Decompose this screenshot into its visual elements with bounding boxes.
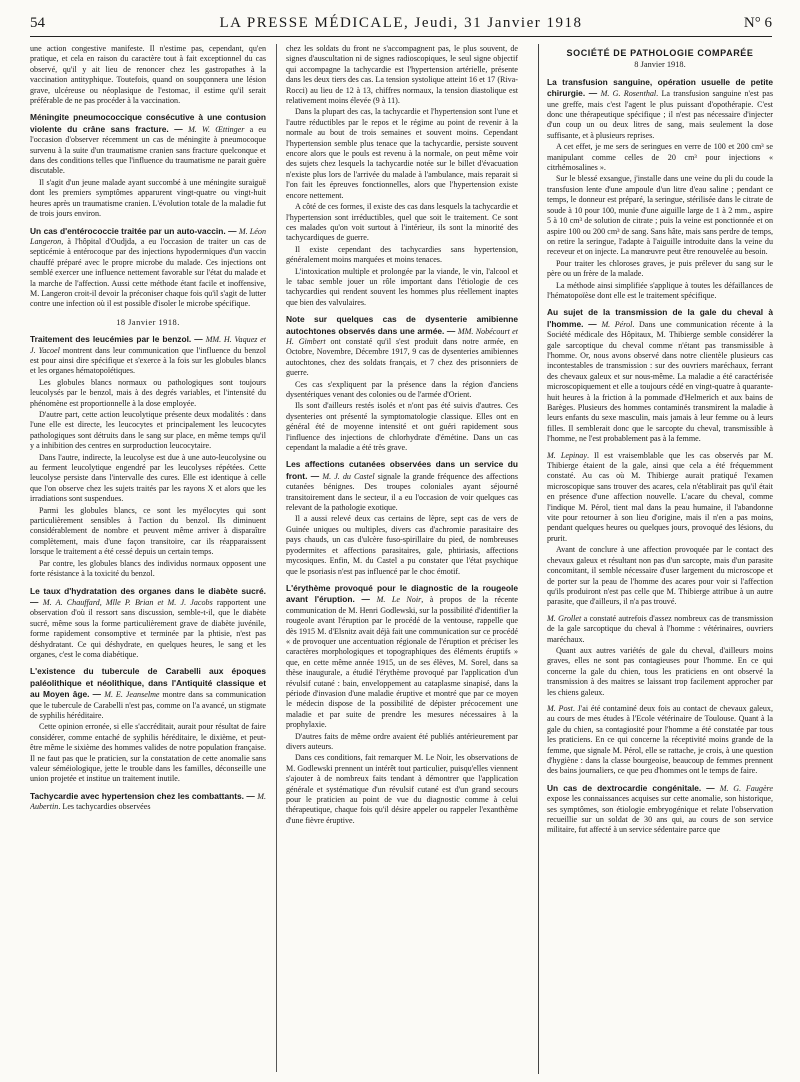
paragraph: chez les soldats du front ne s'accompagnent pas, le plus souvent, de signes d'auscultation ni de signes radioscopiques, le seul signe objectif qui accompagne la tachycardie est l'hypertension artérielle, présente dans les deux tiers des cas. La tension systolique atteint 16 et 17 (Riva-Rocci) au lieu de 12 à 13, chiffres normaux, la tension diastolique est relativement moins élevée (9 à 11). xyxy=(286,44,518,106)
paragraph: Dans ces conditions, fait remarquer M. Le Noir, les observations de M. Godlewski prennent un intérêt tout particulier, puisqu'elles viennent s'ajouter à de nombreux faits tendant à démontrer que l'application générale et systématique d'un révulsif cutané est d'un grand secours pour le praticien au point de vue du diagnostic comme à celui thérapeutique, chaque fois qu'il désire appeler ou rappeler l'exanthème d'une fièvre éruptive. xyxy=(286,753,518,825)
paragraph-text: , à l'hôpital d'Oudjda, a eu l'occasion de traiter un cas de septicémie à entérocoque par des injections hypodermiques d'un vaccin chauffé préparé avec le propre microbe du malade. Ces injections ont semblé exercer une influence nettement favorable sur l'état du malade et la marche de l'affection. Aussi cette méthode étant facile et inoffensive, M. Langeron croit-il devoir la préconiser chaque fois qu'il s'agit de lutter contre une infection où il est possible d'isoler le microbe spécifique. xyxy=(30,236,266,309)
paragraph-text: expose les connaissances acquises sur cette anomalie, son historique, ses symptômes, son étiologie embryogénique et relate l'observation recueillie sur un soldat de 30 ans qui, au cours de son service militaire, fut affecté à un service sédentaire parce que xyxy=(547,794,773,835)
article-title: Au sujet de la transmission de la gale du cheval à l'homme. — xyxy=(547,307,773,329)
paragraph-text: . Dans une communication récente à la Société médicale des Hôpitaux, M. Thibierge semble considérer la gale sarcoptique du cheval comme n'étant pas transmissible à l'homme. Or, nous avons observé dans notre clientèle plusieurs cas incontestables de transmission : sur des ouvriers maréchaux, ferrant des chevaux galeux et sur nous-même. La maladie a été caractérisée microscopiquement et elle a toujours cédé en vingt-quatre à quarante-huit heures à la friction à la pommade d'Helmerich et aux bains de Barèges. Plusieurs des hommes contaminés transmirent la maladie à leurs enfants du sexe masculin, mais jamais à leur femme ou à leurs filles. Il semblerait donc que le sarcopte du cheval, transmissible à l'homme, ne l'est probablement pas à la femme. xyxy=(547,319,773,444)
paragraph-text: rapportent une observation d'où il ressort sans discussion, semble-t-il, que le diabète sucré, même sous la forme particulièrement grave de diabète juvénile, forme rapidement consomptive et terminée par la phtisie, n'est pas déshydratant. Ce qui déshydrate, en quelques heures, le sang et les organes, c'est le coma diabétique. xyxy=(30,597,266,659)
paragraph: A cet effet, je me sers de seringues en verre de 100 et 200 cm³ se manipulant comme celles de 20 cm³ pour injections « citrhémosalines ». xyxy=(547,142,773,173)
paragraph: Pour traiter les chloroses graves, je puis prélever du sang sur le père ou un frère de la malade. xyxy=(547,258,773,279)
paragraph: Dans l'autre, indirecte, la leucolyse est due à une auto-leucolysine ou au ferment leucolytique engendré par les leucolyses répétées. Cette leucolyse persiste dans l'intervalle des cures. Elle est identique à celle que l'on observe chez les sujets traités par les rayons X et alors que les irradiations sont suspendues. xyxy=(30,452,266,504)
column-1 xyxy=(30,44,266,1074)
article-heading xyxy=(286,314,518,378)
article-heading xyxy=(547,614,773,645)
paragraph: L'intoxication multiple et prolongée par la viande, le vin, l'alcool et le tabac semble jouer un rôle important dans l'étiologie de ces tachycardies qui rendent souvent les hommes plus réellement inaptes que bien des valvulaires. xyxy=(286,266,518,307)
article-heading xyxy=(30,666,266,721)
paragraph-text: . Il est vraisemblable que les cas observés par M. Thibierge étaient de la gale, ainsi que cela a été fréquemment constaté. Au cas où M. Thibierge aurait pratiqué l'examen microscopique sans trouver des acares, cela n'établirait pas qu'il était en présence d'une affection nouvelle. L'acare du cheval, comme l'indique M. Pérol, tient mal dans la peau humaine, il l'abandonne vite pour retourner à son lieu d'origine, mais il n'en a pas moins, pendant quelques heures ou quelques jours, provoqué des lésions, du prurit. xyxy=(547,450,773,543)
paragraph: La méthode ainsi simplifiée s'applique à toutes les défaillances de l'hématopoïèse dont elle est le traitement spécifique. xyxy=(547,280,773,300)
article-heading xyxy=(547,307,773,444)
paragraph: Parmi les globules blancs, ce sont les myélocytes qui sont particulièrement sensibles à l'action du benzol. Ils diminuent considérablement de nombre et peuvent même arriver à disparaître complètement, mais d'une façon transitoire, car ils réapparaissent lorsque le traitement a été cessé depuis un certain temps. xyxy=(30,505,266,557)
paragraph-text: montre dans sa communication que le tubercule de Carabelli n'est pas, comme on l'a avancé, un stigmate de syphilis héréditaire. xyxy=(30,690,266,720)
paragraph: Il s'agit d'un jeune malade ayant succombé à une méningite suraiguë dont les premiers symptômes apparurent vingt-quatre ou vingt-huit heures après un traumatisme cranien. L'évolution totale de la maladie fut de trois jours environ. xyxy=(30,177,266,219)
page-header xyxy=(30,14,772,37)
paragraph-text: , à propos de la récente communication de M. Henri Godlewski, sur la possibilité d'identifier la rougeole avant l'éruption par le procédé de la ventouse, rappelle que dès 1915 M. d'Elsnitz avait déjà fait une communication sur ce procédé « de provoquer une accentuation régionale de l'éruption et préciser les caractères morphologiques et topographiques des éléments éruptifs » que, en cette même année 1915, un de ses élèves, M. Sorel, dans sa thèse inaugurale, a étudié l'érythème provoqué par l'application d'un révulsif cutané : bain, enveloppement au cataplasme sinapisé, dans la période d'invasion d'une maladie éruptive et montré que par ce moyen le médecin dispose de la possibilité de dépister précocement une maladie et par suite de prendre les mesures nécessaires à la prophylaxie. xyxy=(286,595,518,730)
article-title: Les affections cutanées observées dans un service du front. — xyxy=(286,459,518,481)
article-author: M. Lepinay xyxy=(547,450,587,460)
article-title: Méningite pneumococcique consécutive à une contusion violente du crâne sans fracture. — xyxy=(30,112,266,134)
article-heading xyxy=(30,334,266,377)
article-author: M. Le Noir xyxy=(376,595,422,605)
article-heading xyxy=(286,459,518,513)
paragraph-text: montrent dans leur communication que l'influence du benzol est pour ainsi dire spécifique et s'exerce à la fois sur les globules blancs et les organes hématopoïétiques. xyxy=(30,345,266,376)
article-title: Le taux d'hydratation des organes dans le diabète sucré. — xyxy=(30,585,266,607)
article-title: Un cas d'entérococcie traitée par un auto-vaccin. — xyxy=(30,225,239,236)
paragraph: Quant aux autres variétés de gale du cheval, d'ailleurs moins graves, elles ne sont pas contagieuses pour l'homme. En ce qui concerne la gale du chien, tous les praticiens en ont observé la transmission à des maitres se laissant trop facilement approcher par les chiens galeux. xyxy=(547,645,773,697)
article-title: Traitement des leucémies par le benzol. — xyxy=(30,334,206,345)
paragraph-text: a eu l'occasion d'observer récemment un cas de méningite à pneumocoque survenu à la suite d'un traumatisme cranien sans fracture quelconque et dans des conditions telles que l'influence du traumatisme ne parait guère discutable. xyxy=(30,124,266,176)
paragraph: Sur le blessé exsangue, j'installe dans une veine du pli du coude la transfusion lente d'une ampoule d'un litre d'eau saline ; pendant ce temps, le donneur est préparé, la seringue, stérilisée dans le citrate de soude à 10 pour 100, munie d'une aiguille large de 1 à 2 mm., aspire 5 à 10 cm³ de solution de citrate ; puis la veine est ponctionnée et on aspire 100 ou 200 cm³ de sang. Sans hâte, mais sans perdre de temps, on retire la seringue, l'adapte à l'aiguille introduite dans la veine du receveur et on injecte. La manœuvre peut être renouvelée au besoin. xyxy=(547,174,773,257)
paragraph: Ils sont d'ailleurs restés isolés et n'ont pas été suivis d'autres. Ces dysenteries ont présenté la symptomatologie classique. Elles ont en général été de moyenne intensité et ont guéri rapidement sous l'influence des injections de chlorhydrate d'émétine. Dans un cas cependant la maladie a été très grave. xyxy=(286,401,518,453)
journal-title: LA PRESSE MÉDICALE, Jeudi, 31 Janvier 1918 xyxy=(219,15,583,31)
article-title: Note sur quelques cas de dysenterie amibienne autochtones observés dans une armée. — xyxy=(286,314,518,336)
column-2 xyxy=(286,44,518,1074)
article-author: M. A. Chauffard, Mlle P. Brian et M. J. Jacobs xyxy=(42,597,213,607)
paragraph: Les globules blancs normaux ou pathologiques sont toujours leucolysés par le benzol, mais à des degrés variables, et l'intensité du phénomène est proportionnelle à la dose employée. xyxy=(30,377,266,408)
paragraph-text: . Les tachycardies observées xyxy=(58,802,151,812)
issue-number: N° 6 xyxy=(743,15,772,31)
society-heading: SOCIÉTÉ DE PATHOLOGIE COMPARÉE xyxy=(566,48,754,58)
session-date: 18 Janvier 1918. xyxy=(116,317,180,327)
article-author: M. G. Rosenthal xyxy=(600,89,657,99)
article-title: La transfusion sanguine, opération usuelle de petite chirurgie. — xyxy=(547,76,773,99)
article-author: M. J. du Castel xyxy=(322,471,375,481)
article-author: M. Grollet xyxy=(547,613,582,623)
column-divider xyxy=(276,44,277,1072)
article-title: Tachycardie avec hypertension chez les combattants. — xyxy=(30,790,258,801)
article-author: M. Aubertin xyxy=(30,791,266,812)
article-author: M. G. Faugère xyxy=(719,783,773,793)
page-number: 54 xyxy=(30,15,45,31)
article-heading xyxy=(547,77,773,141)
paragraph: une action congestive manifeste. Il n'estime pas, cependant, qu'en pratique, et cela en raison du caractère tout à fait exceptionnel du cas observé, qu'il y ait lieu de renoncer chez les gastropathes à la vaccination antityphique. Toutefois, quand on soupçonnera une lésion grave, ulcéreuse ou néoplasique de l'estomac, il estime qu'il serait préférable de ne pas procéder à la vaccination. xyxy=(30,44,266,106)
paragraph-text: a constaté autrefois d'assez nombreux cas de transmission de la gale sarcoptique du cheval à l'homme : vétérinaires, ouvriers maréchaux. xyxy=(547,613,773,644)
paragraph: Cette opinion erronée, si elle s'accréditait, aurait pour résultat de faire considérer, comme entaché de syphilis héréditaire, le dixième, et peut-être même le sixième des hommes valides de notre population française. Il ne faut pas que le praticien, sur la constatation de cette anomalie sans valeur séméiologique, jette le trouble dans les familles, déconseille une union projetée et institue un traitement inutile. xyxy=(30,722,266,784)
article-title: Un cas de dextrocardie congénitale. — xyxy=(547,782,720,793)
paragraph: D'autres faits de même ordre avaient été publiés antérieurement par divers auteurs. xyxy=(286,731,518,751)
paragraph: D'autre part, cette action leucolytique présente deux modalités : dans l'une elle est directe, les leucocytes et principalement les leucocytes pathologiques sont détruits dans le sang sur place, en même temps qu'il y a inhibition des centres en surproduction leucocytaire. xyxy=(30,410,266,451)
article-heading xyxy=(547,451,773,545)
article-title: L'érythème provoqué pour le diagnostic de la rougeole avant l'éruption. — xyxy=(286,582,518,605)
paragraph: A côté de ces formes, il existe des cas dans lesquels la tachycardie et l'hypertension sont irréductibles, quel que soit le traitement. Ce sont ces malades qu'on voit surtout à l'intérieur, ils sont la minorité des tachycardiques de guerre. xyxy=(286,202,518,243)
paragraph: Il existe cependant des tachycardies sans hypertension, généralement moins marquées et moins tenaces. xyxy=(286,244,518,265)
article-author: MM. H. Vaquez et J. Yacoel xyxy=(30,335,266,355)
paragraph-text: . J'ai été contaminé deux fois au contact de chevaux galeux, au cours de mes études à l'Ecole vétérinaire de Toulouse. Quant à la gale du chien, sa contagiosité pour l'homme a été constatée par tous les praticiens. En ce qui concerne la réceptivité moins grande de la femme, que signale M. Pérol, elle se rattache, je crois, à une question d'hygiène : dans la classe bourgeoise, beaucoup de femmes prennent des bains journaliers, ce que peu d'hommes ont le temps de faire. xyxy=(547,703,773,776)
article-author: M. Post xyxy=(547,703,573,713)
article-title: L'existence du tubercule de Carabelli aux époques paléolithique et néolithique, dans l'Antiquité classique et au Moyen âge. — xyxy=(30,666,266,700)
article-heading xyxy=(286,583,518,731)
paragraph-text: ont constaté qu'il s'est produit dans notre armée, en Octobre, Novembre, Décembre 1917, 9 cas de dysenteries amibiennes autochtones, chez des soldats français, et 7 chez des prisonniers de guerre. xyxy=(286,336,518,378)
society-date: 8 Janvier 1918. xyxy=(634,60,686,70)
paragraph-text: . La transfusion sanguine n'est pas une greffe, mais c'est l'agent le plus puissant d'opothérapie. C'est donc une thérapeutique spécifique ; il n'est pas nécessaire d'injecter d'un coup un ou deux litres de sang, mais seulement la dose suffisante, et à plusieurs reprises. xyxy=(547,89,773,140)
column-3 xyxy=(538,44,773,1074)
article-author: M. Léon Langeron xyxy=(30,226,266,246)
article-heading xyxy=(30,226,266,310)
article-author: MM. Nobécourt et H. Gimbert xyxy=(286,326,518,346)
paragraph: Dans la plupart des cas, la tachycardie et l'hypertension sont l'une et l'autre réductibles par le repos et le régime au point de revenir à la normale au bout de trois semaines et souvent moins. Cependant l'hypertension semble plus tenace que la tachycardie, persiste souvent encore alors que le pouls est revenu à la normale, on peut même voir des sujets chez lesquels la tachycardie notée sur le billet d'évacuation n'existe plus lors de l'arrivée du malade à l'ambulance, mais reparait si l'on fait les épreuves fonctionnelles, alors que l'hypertension existe encore nettement. xyxy=(286,107,518,200)
article-heading xyxy=(547,704,773,777)
paragraph: Par contre, les globules blancs des individus normaux opposent une forte résistance à la toxicité du benzol. xyxy=(30,558,266,579)
paragraph-text: signale la grande fréquence des affections cutanées bénignes. Des troupes coloniales ayant séjourné transitoirement dans le secteur, il a eu l'occasion de voir quelques cas relevant de la pathologie exotique. xyxy=(286,471,518,513)
paragraph: Il a aussi relevé deux cas certains de lèpre, sept cas de vers de Guinée uniques ou multiples, divers cas d'achromie parasitaire des pays chauds, un cas d'ulcère fuso-spirillaire du pied, de nombreuses pyodermites et affections parasitaires, gale, phtiriasis, affections mycosiques. Enfin, M. du Castel a pu constater que l'état psychique que le psoriasis n'est pas influencé par le choc émotif. xyxy=(286,514,518,576)
paragraph: Ces cas s'expliquent par la présence dans la région d'anciens dysentériques venant des colonies ou de l'armée d'Orient. xyxy=(286,379,518,399)
article-heading xyxy=(547,783,773,836)
article-heading xyxy=(30,586,266,661)
article-heading xyxy=(30,791,266,813)
article-author: M. E. Jeanselme xyxy=(104,690,160,700)
article-heading xyxy=(30,112,266,176)
article-author: M. W. Œttinger xyxy=(188,124,245,134)
paragraph: Avant de conclure à une affection provoquée par le contact des chevaux galeux et résultant non pas d'un sarcopte, mais d'un parasite concomitant, il semble nécessaire d'user largement du microscope et de porter sur la peau de l'homme des acares pour voir si l'affection qu'ils produiront n'est pas celle que M. Thibierge attribue à un autre parasite, que d'ailleurs, il n'a pas trouvé. xyxy=(547,545,773,607)
article-author: M. Pérol xyxy=(601,319,633,329)
